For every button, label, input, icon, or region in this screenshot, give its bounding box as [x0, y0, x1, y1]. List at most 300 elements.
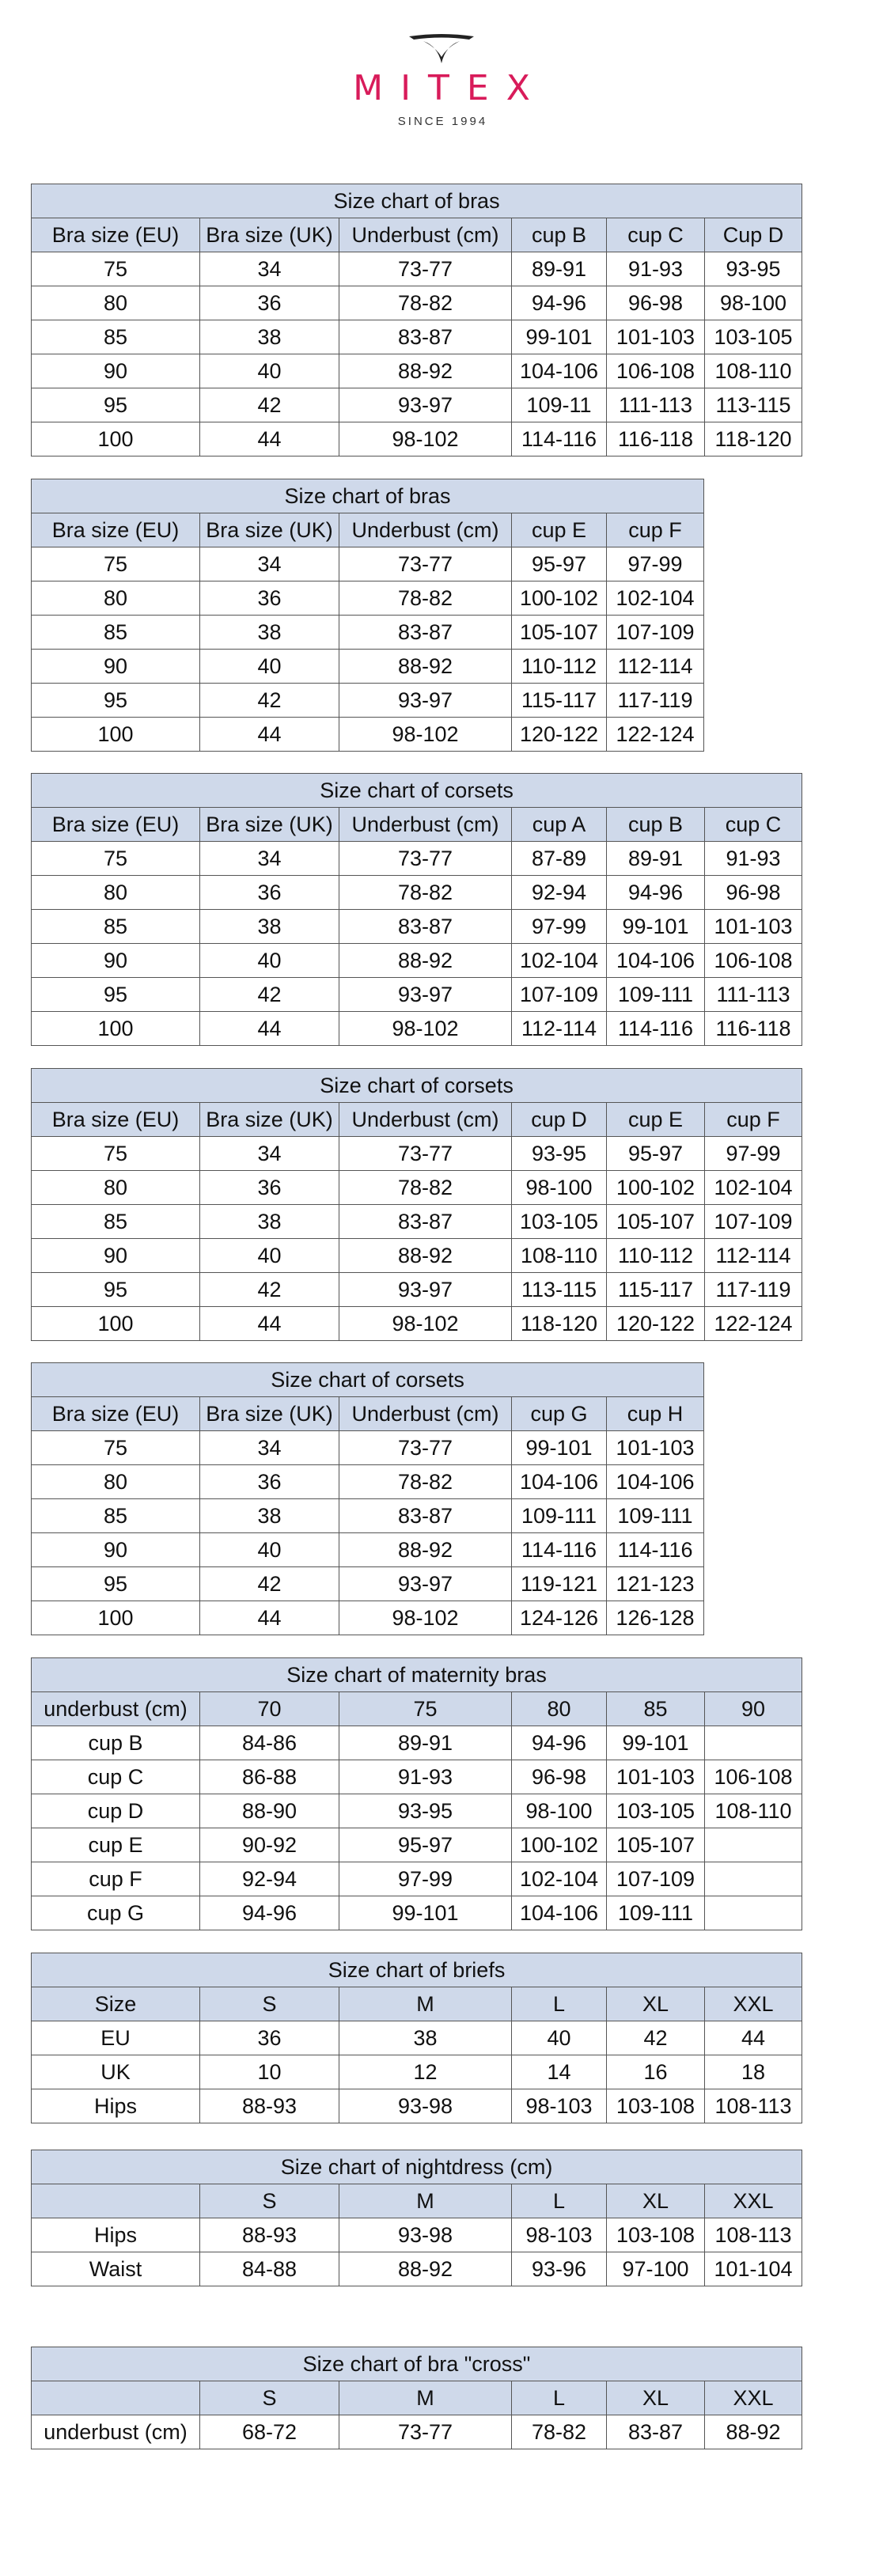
column-header: L [512, 2381, 607, 2415]
table-cell: 111-113 [607, 388, 705, 422]
table-cell: 75 [32, 1137, 200, 1171]
table-cell: 97-100 [607, 2252, 705, 2286]
table-title: Size chart of bras [32, 184, 802, 218]
table-row [32, 2252, 802, 2286]
table-cell: 102-104 [607, 581, 704, 616]
table-row [32, 1794, 802, 1828]
table-cell: 96-98 [512, 1760, 607, 1794]
table-row [32, 1465, 704, 1499]
table-cell: 83-87 [607, 2415, 705, 2449]
row-label: Hips [32, 2089, 200, 2123]
table-cell: 101-103 [705, 910, 802, 944]
table-cell: 111-113 [705, 978, 802, 1012]
table-cell: 103-105 [607, 1794, 705, 1828]
table-cell: 99-101 [607, 910, 705, 944]
table-cell: 89-91 [607, 842, 705, 876]
column-header: Bra size (UK) [200, 808, 339, 842]
table-row [32, 1239, 802, 1273]
table-row [32, 547, 704, 581]
table-cell: 42 [607, 2021, 705, 2055]
column-header: Bra size (EU) [32, 1103, 200, 1137]
table-cell: 115-117 [512, 684, 607, 718]
table-title: Size chart of corsets [32, 774, 802, 808]
table-cell: 78-82 [339, 1171, 512, 1205]
table-cell: 12 [339, 2055, 512, 2089]
table-cell: 97-99 [512, 910, 607, 944]
table-cell: 98-100 [512, 1794, 607, 1828]
table-cell: 75 [32, 842, 200, 876]
table-cell: 108-110 [512, 1239, 607, 1273]
column-header: cup E [512, 513, 607, 547]
table-cell: 121-123 [607, 1567, 704, 1601]
column-header: cup C [705, 808, 802, 842]
table-cell: 101-103 [607, 1760, 705, 1794]
logo-emblem-icon [406, 32, 477, 66]
table-row [32, 1205, 802, 1239]
table-cell: 102-104 [512, 944, 607, 978]
table-cell: 42 [200, 1567, 339, 1601]
table-cell: 95 [32, 1567, 200, 1601]
table-cell: 14 [512, 2055, 607, 2089]
table-cell: 120-122 [512, 718, 607, 752]
column-header: S [200, 1987, 339, 2021]
table-cell: 104-106 [512, 354, 607, 388]
table-cell: 73-77 [339, 547, 512, 581]
column-header [32, 2381, 200, 2415]
table-cell: 73-77 [339, 2415, 512, 2449]
table-cell: 44 [200, 1601, 339, 1635]
table-cell: 94-96 [512, 1726, 607, 1760]
table-cell: 78-82 [339, 1465, 512, 1499]
table-header-row [32, 513, 704, 547]
table-cell: 85 [32, 910, 200, 944]
table-cell: 92-94 [200, 1862, 339, 1896]
table-cell: 85 [32, 1499, 200, 1533]
table-cell: 122-124 [705, 1307, 802, 1341]
table-cell: 120-122 [607, 1307, 705, 1341]
table-cell: 126-128 [607, 1601, 704, 1635]
table-cell: 108-110 [705, 354, 802, 388]
table-cell: 89-91 [512, 252, 607, 286]
column-header: XL [607, 1987, 705, 2021]
table-cell: 102-104 [512, 1862, 607, 1896]
table-row [32, 388, 802, 422]
table-row [32, 1567, 704, 1601]
table-cell: 114-116 [607, 1012, 705, 1046]
table-cell: 101-103 [607, 320, 705, 354]
table-row [32, 2218, 802, 2252]
table-cell: 38 [339, 2021, 512, 2055]
column-header: M [339, 2381, 512, 2415]
table-cell: 88-92 [339, 944, 512, 978]
table-cell: 75 [32, 252, 200, 286]
column-header: cup B [512, 218, 607, 252]
table-cell: 83-87 [339, 1205, 512, 1239]
column-header: Underbust (cm) [339, 1103, 512, 1137]
table-row [32, 286, 802, 320]
table-title: Size chart of corsets [32, 1069, 802, 1103]
column-header: Bra size (EU) [32, 218, 200, 252]
table-cell: 115-117 [607, 1273, 705, 1307]
table-cell: 34 [200, 842, 339, 876]
table-title: Size chart of nightdress (cm) [32, 2150, 802, 2184]
column-header: 85 [607, 1692, 705, 1726]
size-chart-briefs [31, 1953, 802, 2123]
table-cell: 100-102 [512, 1828, 607, 1862]
table-cell: 73-77 [339, 252, 512, 286]
table-cell: 36 [200, 1171, 339, 1205]
table-cell: 88-92 [339, 2252, 512, 2286]
column-header: Underbust (cm) [339, 1397, 512, 1431]
table-cell: 98-102 [339, 1601, 512, 1635]
size-chart-maternity [31, 1657, 802, 1930]
table-cell: 40 [200, 354, 339, 388]
table-cell: 42 [200, 978, 339, 1012]
table-cell: 94-96 [607, 876, 705, 910]
table-cell: 113-115 [512, 1273, 607, 1307]
table-row [32, 1273, 802, 1307]
table-cell [705, 1726, 802, 1760]
column-header: Underbust (cm) [339, 218, 512, 252]
table-title: Size chart of corsets [32, 1363, 704, 1397]
table-cell: 93-95 [705, 252, 802, 286]
column-header: cup F [705, 1103, 802, 1137]
table-cell: 105-107 [512, 616, 607, 650]
table-row [32, 2415, 802, 2449]
table-cell: 98-102 [339, 718, 512, 752]
table-cell: 40 [512, 2021, 607, 2055]
table-cell: 91-93 [339, 1760, 512, 1794]
table-row [32, 944, 802, 978]
table-cell: 87-89 [512, 842, 607, 876]
table-cell: 88-92 [705, 2415, 802, 2449]
table-row [32, 1828, 802, 1862]
table-row [32, 2089, 802, 2123]
table-cell: 88-93 [200, 2089, 339, 2123]
column-header: cup G [512, 1397, 607, 1431]
table-cell: 108-113 [705, 2218, 802, 2252]
table-cell: 93-97 [339, 684, 512, 718]
table-cell: 73-77 [339, 842, 512, 876]
table-cell [705, 1828, 802, 1862]
table-cell: 84-88 [200, 2252, 339, 2286]
table-cell: 36 [200, 581, 339, 616]
table-cell: 38 [200, 320, 339, 354]
table-cell: 68-72 [200, 2415, 339, 2449]
size-chart-corsets2 [31, 1068, 802, 1341]
table-cell: 78-82 [339, 286, 512, 320]
table-cell: 103-108 [607, 2218, 705, 2252]
table-cell: 114-116 [512, 422, 607, 456]
table-cell: 124-126 [512, 1601, 607, 1635]
table-cell: 42 [200, 684, 339, 718]
table-cell: 98-100 [512, 1171, 607, 1205]
table-cell: 85 [32, 616, 200, 650]
brand-tagline: SINCE 1994 [397, 115, 488, 128]
table-cell: 92-94 [512, 876, 607, 910]
table-cell: 93-97 [339, 1273, 512, 1307]
table-cell: 95 [32, 684, 200, 718]
table-cell: 44 [200, 1012, 339, 1046]
row-label: cup G [32, 1896, 200, 1930]
table-cell: 113-115 [705, 388, 802, 422]
table-cell: 38 [200, 1499, 339, 1533]
table-cell: 78-82 [512, 2415, 607, 2449]
column-header: XXL [705, 2381, 802, 2415]
column-header: cup A [512, 808, 607, 842]
table-row [32, 1137, 802, 1171]
table-cell: 44 [705, 2021, 802, 2055]
table-header-row [32, 2381, 802, 2415]
table-cell: 83-87 [339, 616, 512, 650]
table-cell: 93-98 [339, 2089, 512, 2123]
table-cell: 114-116 [512, 1533, 607, 1567]
column-header: cup F [607, 513, 704, 547]
table-cell: 90 [32, 1533, 200, 1567]
row-label: cup B [32, 1726, 200, 1760]
table-cell: 100 [32, 1012, 200, 1046]
table-cell: 98-103 [512, 2218, 607, 2252]
table-cell: 94-96 [200, 1896, 339, 1930]
table-cell: 88-92 [339, 650, 512, 684]
table-row [32, 422, 802, 456]
table-cell: 101-103 [607, 1431, 704, 1465]
table-cell: 97-99 [607, 547, 704, 581]
column-header: cup H [607, 1397, 704, 1431]
table-cell: 80 [32, 1171, 200, 1205]
size-chart-corsets3 [31, 1362, 704, 1635]
table-cell: 109-111 [512, 1499, 607, 1533]
table-header-row [32, 1987, 802, 2021]
table-cell: 34 [200, 1431, 339, 1465]
table-cell: 34 [200, 547, 339, 581]
table-cell: 80 [32, 876, 200, 910]
table-cell: 104-106 [607, 944, 705, 978]
table-cell: 103-108 [607, 2089, 705, 2123]
table-cell: 104-106 [512, 1896, 607, 1930]
table-cell: 42 [200, 388, 339, 422]
table-cell: 95 [32, 978, 200, 1012]
table-cell: 117-119 [705, 1273, 802, 1307]
table-cell: 104-106 [607, 1465, 704, 1499]
table-cell: 94-96 [512, 286, 607, 320]
row-label: cup F [32, 1862, 200, 1896]
table-cell: 36 [200, 2021, 339, 2055]
table-cell: 34 [200, 1137, 339, 1171]
column-header: cup E [607, 1103, 705, 1137]
table-title: Size chart of bra "cross" [32, 2347, 802, 2381]
table-cell: 122-124 [607, 718, 704, 752]
row-label: UK [32, 2055, 200, 2089]
column-header: cup D [512, 1103, 607, 1137]
table-cell: 88-92 [339, 354, 512, 388]
table-row [32, 718, 704, 752]
table-cell: 89-91 [339, 1726, 512, 1760]
table-cell: 104-106 [512, 1465, 607, 1499]
table-row [32, 978, 802, 1012]
column-header: Underbust (cm) [339, 513, 512, 547]
table-cell: 93-96 [512, 2252, 607, 2286]
table-cell: 73-77 [339, 1137, 512, 1171]
table-row [32, 1431, 704, 1465]
table-cell: 118-120 [512, 1307, 607, 1341]
table-cell: 85 [32, 1205, 200, 1239]
table-cell: 109-111 [607, 1896, 705, 1930]
table-cell: 90 [32, 650, 200, 684]
table-cell: 103-105 [512, 1205, 607, 1239]
table-cell [705, 1896, 802, 1930]
column-header: Bra size (EU) [32, 513, 200, 547]
column-header [32, 2184, 200, 2218]
column-header: 70 [200, 1692, 339, 1726]
table-cell: 90 [32, 354, 200, 388]
table-cell: 95-97 [512, 547, 607, 581]
table-cell: 36 [200, 876, 339, 910]
table-cell: 107-109 [705, 1205, 802, 1239]
table-header-row [32, 1397, 704, 1431]
table-cell: 88-92 [339, 1239, 512, 1273]
table-cell: 38 [200, 616, 339, 650]
column-header: cup B [607, 808, 705, 842]
column-header: XL [607, 2381, 705, 2415]
table-cell: 42 [200, 1273, 339, 1307]
table-row [32, 1012, 802, 1046]
table-cell: 98-100 [705, 286, 802, 320]
table-cell: 38 [200, 1205, 339, 1239]
column-header: Underbust (cm) [339, 808, 512, 842]
column-header: L [512, 2184, 607, 2218]
table-cell: 116-118 [705, 1012, 802, 1046]
table-row [32, 2055, 802, 2089]
table-cell: 106-108 [705, 1760, 802, 1794]
row-label: underbust (cm) [32, 2415, 200, 2449]
table-cell: 99-101 [339, 1896, 512, 1930]
row-label: cup E [32, 1828, 200, 1862]
table-cell: 84-86 [200, 1726, 339, 1760]
table-cell: 96-98 [607, 286, 705, 320]
table-row [32, 354, 802, 388]
table-cell: 93-98 [339, 2218, 512, 2252]
table-cell: 83-87 [339, 320, 512, 354]
table-cell: 40 [200, 1533, 339, 1567]
table-cell: 93-95 [339, 1794, 512, 1828]
column-header: Bra size (UK) [200, 218, 339, 252]
table-cell [705, 1862, 802, 1896]
table-cell: 106-108 [705, 944, 802, 978]
table-cell: 73-77 [339, 1431, 512, 1465]
column-header: 75 [339, 1692, 512, 1726]
column-header: cup C [607, 218, 705, 252]
table-cell: 108-113 [705, 2089, 802, 2123]
row-label: Hips [32, 2218, 200, 2252]
column-header: underbust (cm) [32, 1692, 200, 1726]
table-row [32, 252, 802, 286]
table-title: Size chart of bras [32, 479, 704, 513]
table-row [32, 1307, 802, 1341]
table-row [32, 876, 802, 910]
table-cell: 98-103 [512, 2089, 607, 2123]
table-cell: 40 [200, 1239, 339, 1273]
column-header: 90 [705, 1692, 802, 1726]
table-cell: 88-90 [200, 1794, 339, 1828]
table-row [32, 1601, 704, 1635]
table-cell: 36 [200, 286, 339, 320]
table-cell: 93-95 [512, 1137, 607, 1171]
row-label: cup C [32, 1760, 200, 1794]
brand-name: MITEX [353, 68, 548, 108]
table-cell: 88-92 [339, 1533, 512, 1567]
table-row [32, 684, 704, 718]
column-header: Size [32, 1987, 200, 2021]
table-cell: 90-92 [200, 1828, 339, 1862]
column-header: 80 [512, 1692, 607, 1726]
table-cell: 98-102 [339, 422, 512, 456]
table-cell: 90 [32, 1239, 200, 1273]
table-row [32, 2021, 802, 2055]
table-cell: 114-116 [607, 1533, 704, 1567]
column-header: Bra size (UK) [200, 1397, 339, 1431]
table-row [32, 1896, 802, 1930]
table-cell: 109-11 [512, 388, 607, 422]
table-cell: 97-99 [339, 1862, 512, 1896]
table-cell: 80 [32, 286, 200, 320]
size-chart-cross [31, 2347, 802, 2449]
table-cell: 110-112 [607, 1239, 705, 1273]
column-header: XXL [705, 2184, 802, 2218]
row-label: cup D [32, 1794, 200, 1828]
table-header-row [32, 1692, 802, 1726]
table-cell: 80 [32, 1465, 200, 1499]
table-cell: 99-101 [512, 1431, 607, 1465]
table-cell: 109-111 [607, 1499, 704, 1533]
table-cell: 95 [32, 388, 200, 422]
table-cell: 107-109 [607, 616, 704, 650]
table-cell: 44 [200, 718, 339, 752]
table-cell: 75 [32, 1431, 200, 1465]
table-header-row [32, 2184, 802, 2218]
table-cell: 78-82 [339, 581, 512, 616]
table-cell: 109-111 [607, 978, 705, 1012]
table-cell: 96-98 [705, 876, 802, 910]
table-cell: 95-97 [339, 1828, 512, 1862]
table-row [32, 1760, 802, 1794]
table-cell: 100 [32, 1307, 200, 1341]
size-chart-corsets1 [31, 773, 802, 1046]
table-cell: 117-119 [607, 684, 704, 718]
table-cell: 10 [200, 2055, 339, 2089]
table-header-row [32, 218, 802, 252]
table-cell: 116-118 [607, 422, 705, 456]
column-header: L [512, 1987, 607, 2021]
row-label: Waist [32, 2252, 200, 2286]
table-header-row [32, 1103, 802, 1137]
size-chart-nightdress [31, 2150, 802, 2286]
table-cell: 38 [200, 910, 339, 944]
table-cell: 91-93 [705, 842, 802, 876]
table-row [32, 1171, 802, 1205]
column-header: M [339, 2184, 512, 2218]
table-cell: 103-105 [705, 320, 802, 354]
table-cell: 118-120 [705, 422, 802, 456]
table-cell: 75 [32, 547, 200, 581]
table-cell: 40 [200, 944, 339, 978]
table-cell: 101-104 [705, 2252, 802, 2286]
table-cell: 34 [200, 252, 339, 286]
column-header: Bra size (EU) [32, 808, 200, 842]
table-cell: 119-121 [512, 1567, 607, 1601]
table-cell: 107-109 [607, 1862, 705, 1896]
table-row [32, 910, 802, 944]
